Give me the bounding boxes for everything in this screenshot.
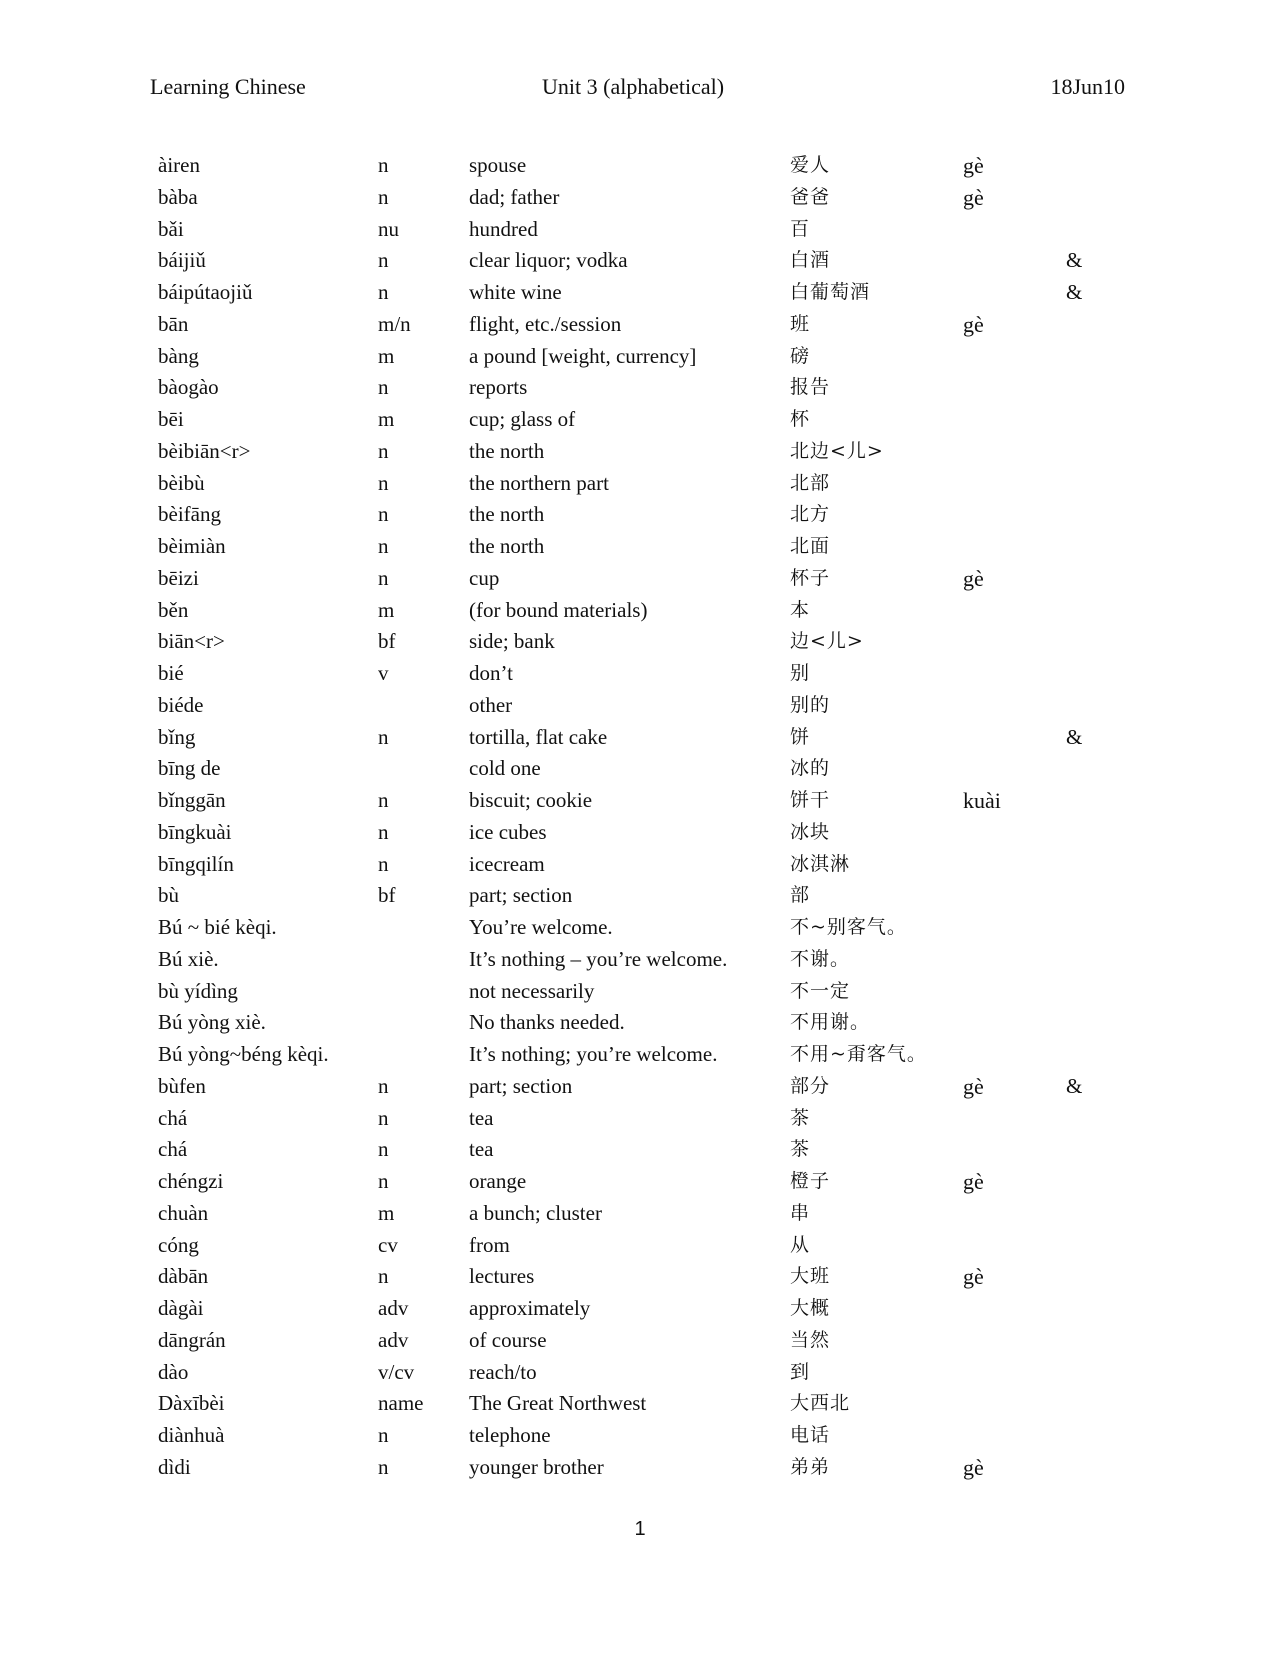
entry-hanzi: 冰的 xyxy=(790,757,831,780)
entry-pinyin: chá xyxy=(158,1137,188,1162)
entry-english: flight, etc./session xyxy=(469,311,622,336)
entry-hanzi: 百 xyxy=(790,217,811,240)
entry-english: part; section xyxy=(469,883,573,908)
entry-part-of-speech: m xyxy=(378,597,395,622)
entry-english: not necessarily xyxy=(469,978,595,1003)
entry-part-of-speech: bf xyxy=(378,629,396,654)
entry-pinyin: Dàxībèi xyxy=(158,1391,225,1416)
entry-pinyin: bīngkuài xyxy=(158,819,232,844)
entry-english: clear liquor; vodka xyxy=(469,248,628,273)
vocabulary-list xyxy=(158,150,1118,1484)
entry-english: part; section xyxy=(469,1073,573,1098)
entry-english: No thanks needed. xyxy=(469,1010,625,1035)
entry-hanzi: 不~别客气。 xyxy=(790,916,907,938)
vocab-row xyxy=(158,436,1118,468)
entry-pinyin: biéde xyxy=(158,692,204,717)
entry-part-of-speech: n xyxy=(378,1105,389,1130)
entry-part-of-speech: v/cv xyxy=(378,1359,415,1384)
entry-hanzi: 边<儿> xyxy=(790,630,864,653)
entry-english: younger brother xyxy=(469,1454,604,1479)
vocab-row xyxy=(158,658,1118,690)
vocab-row xyxy=(158,1452,1118,1484)
entry-measure-word: gè xyxy=(963,1169,984,1194)
entry-part-of-speech: n xyxy=(378,1423,389,1447)
entry-english: ice cubes xyxy=(469,819,547,844)
entry-english: dad; father xyxy=(469,184,560,209)
entry-measure-word: gè xyxy=(963,1454,984,1480)
entry-part-of-speech: n xyxy=(378,1073,389,1098)
entry-hanzi: 大概 xyxy=(790,1297,831,1319)
vocab-row xyxy=(158,1039,1118,1071)
entry-english: tortilla, flat cake xyxy=(469,724,608,749)
entry-hanzi: 别的 xyxy=(790,693,831,716)
entry-pinyin: bǐnggān xyxy=(158,788,226,812)
entry-hanzi: 不用谢。 xyxy=(790,1011,871,1034)
vocab-row xyxy=(158,404,1118,436)
entry-english: tea xyxy=(469,1137,494,1162)
vocab-row xyxy=(158,753,1118,785)
entry-pinyin: dàgài xyxy=(158,1296,204,1320)
entry-part-of-speech: m xyxy=(378,407,395,431)
document-date: 18Jun10 xyxy=(1050,74,1125,99)
entry-part-of-speech: bf xyxy=(378,883,396,908)
vocab-row xyxy=(158,1134,1118,1166)
vocab-row xyxy=(158,880,1118,912)
entry-english: spouse xyxy=(469,153,527,177)
entry-pinyin: bǐng xyxy=(158,724,196,749)
entry-part-of-speech: m xyxy=(378,1200,395,1225)
entry-pinyin: bēizi xyxy=(158,565,199,590)
entry-part-of-speech: m/n xyxy=(378,311,411,336)
entry-english: from xyxy=(469,1232,510,1257)
entry-part-of-speech: n xyxy=(378,565,389,590)
vocab-row xyxy=(158,1103,1118,1135)
vocab-row xyxy=(158,626,1118,658)
entry-part-of-speech: n xyxy=(378,184,389,209)
entry-pinyin: biān<r> xyxy=(158,629,225,654)
entry-pinyin: bīngqilín xyxy=(158,851,234,876)
vocab-row xyxy=(158,785,1118,817)
entry-hanzi: 从 xyxy=(790,1233,811,1256)
entry-english: orange xyxy=(469,1169,527,1193)
entry-hanzi: 大班 xyxy=(790,1265,831,1288)
entry-pinyin: Bú yòng~béng kèqi. xyxy=(158,1042,329,1066)
entry-hanzi: 别 xyxy=(790,662,811,684)
vocab-row xyxy=(158,1388,1118,1420)
entry-english: biscuit; cookie xyxy=(469,788,593,812)
entry-part-of-speech: nu xyxy=(378,216,399,241)
entry-part-of-speech: n xyxy=(378,788,389,812)
entry-part-of-speech: n xyxy=(378,438,389,463)
vocab-row xyxy=(158,150,1118,182)
entry-measure-word: gè xyxy=(963,184,984,210)
page-header xyxy=(150,74,1125,104)
vocab-row xyxy=(158,372,1118,404)
entry-part-of-speech: n xyxy=(378,724,389,749)
vocab-row xyxy=(158,1357,1118,1389)
entry-pinyin: bīng de xyxy=(158,756,221,781)
vocab-row xyxy=(158,912,1118,944)
entry-hanzi: 部 xyxy=(790,884,811,907)
entry-hanzi: 班 xyxy=(790,312,811,335)
entry-english: (for bound materials) xyxy=(469,597,648,622)
entry-english: tea xyxy=(469,1105,494,1130)
vocab-row xyxy=(158,499,1118,531)
entry-pinyin: Bú ~ bié kèqi. xyxy=(158,915,277,939)
entry-english: the north xyxy=(469,502,545,527)
entry-pinyin: chá xyxy=(158,1105,188,1130)
entry-hanzi: 饼干 xyxy=(790,789,831,811)
entry-hanzi: 弟弟 xyxy=(790,1455,831,1478)
vocab-row xyxy=(158,944,1118,976)
vocab-row xyxy=(158,309,1118,341)
entry-part-of-speech: name xyxy=(378,1391,424,1416)
entry-english: You’re welcome. xyxy=(469,915,613,939)
entry-part-of-speech: n xyxy=(378,470,389,495)
entry-pinyin: chuàn xyxy=(158,1200,209,1225)
vocab-row xyxy=(158,563,1118,595)
entry-hanzi: 橙子 xyxy=(790,1170,831,1192)
entry-measure-word: gè xyxy=(963,311,984,337)
entry-english: icecream xyxy=(469,851,545,876)
entry-pinyin: báipútaojiǔ xyxy=(158,280,253,304)
entry-hanzi: 北部 xyxy=(790,471,831,494)
entry-hanzi: 杯 xyxy=(790,408,811,430)
entry-hanzi: 大西北 xyxy=(790,1392,851,1415)
entry-measure-word: gè xyxy=(963,565,984,591)
vocab-row xyxy=(158,277,1118,309)
entry-pinyin: bù yídìng xyxy=(158,978,238,1003)
entry-hanzi: 磅 xyxy=(790,344,811,367)
vocab-row xyxy=(158,976,1118,1008)
vocab-row xyxy=(158,1230,1118,1262)
entry-pinyin: bèibiān<r> xyxy=(158,438,251,463)
entry-hanzi: 茶 xyxy=(790,1106,811,1129)
unit-title: Unit 3 (alphabetical) xyxy=(542,74,725,99)
entry-part-of-speech: n xyxy=(378,851,389,876)
entry-part-of-speech: m xyxy=(378,343,395,368)
entry-pinyin: dàbān xyxy=(158,1264,209,1289)
entry-pinyin: diànhuà xyxy=(158,1423,225,1447)
vocab-row xyxy=(158,1261,1118,1293)
vocab-row xyxy=(158,1293,1118,1325)
entry-hanzi: 爱人 xyxy=(790,154,831,176)
entry-hanzi: 冰块 xyxy=(790,820,831,843)
entry-english: cold one xyxy=(469,756,541,781)
entry-pinyin: bù xyxy=(158,883,179,908)
vocab-row xyxy=(158,722,1118,754)
entry-measure-word: gè xyxy=(963,153,984,178)
entry-measure-word: kuài xyxy=(963,788,1001,813)
entry-english: the north xyxy=(469,534,545,558)
entry-hanzi: 本 xyxy=(790,598,811,621)
entry-part-of-speech: n xyxy=(378,1137,389,1162)
entry-english: cup xyxy=(469,565,500,590)
entry-hanzi: 北面 xyxy=(790,535,831,557)
page-number: 1 xyxy=(634,1518,646,1540)
entry-pinyin: chéngzi xyxy=(158,1169,224,1193)
entry-hanzi: 当然 xyxy=(790,1328,831,1351)
entry-part-of-speech: n xyxy=(378,534,389,558)
entry-pinyin: àiren xyxy=(158,153,200,177)
entry-hanzi: 部分 xyxy=(790,1074,831,1097)
entry-part-of-speech: n xyxy=(378,153,389,177)
entry-flag: & xyxy=(1066,1073,1083,1098)
vocab-row xyxy=(158,595,1118,627)
vocab-row xyxy=(158,341,1118,373)
entry-part-of-speech: adv xyxy=(378,1296,409,1320)
entry-pinyin: dìdi xyxy=(158,1454,191,1479)
entry-part-of-speech: n xyxy=(378,1264,389,1289)
entry-hanzi: 白葡萄酒 xyxy=(790,281,871,303)
entry-pinyin: bàba xyxy=(158,184,198,209)
entry-english: reports xyxy=(469,375,528,400)
entry-english: a pound [weight, currency] xyxy=(469,343,697,368)
entry-english: The Great Northwest xyxy=(469,1391,647,1416)
entry-english: It’s nothing; you’re welcome. xyxy=(469,1042,718,1066)
entry-english: approximately xyxy=(469,1296,591,1320)
entry-english: side; bank xyxy=(469,629,555,654)
entry-flag: & xyxy=(1066,248,1083,273)
entry-pinyin: dāngrán xyxy=(158,1327,226,1352)
entry-measure-word: gè xyxy=(963,1073,984,1099)
vocab-row xyxy=(158,1198,1118,1230)
entry-hanzi: 爸爸 xyxy=(790,185,831,208)
entry-pinyin: báijiǔ xyxy=(158,248,206,273)
entry-part-of-speech: n xyxy=(378,1169,389,1193)
entry-english: the north xyxy=(469,438,545,463)
vocab-row xyxy=(158,531,1118,563)
entry-english: the northern part xyxy=(469,470,609,495)
entry-hanzi: 北边<儿> xyxy=(790,439,884,462)
entry-hanzi: 报告 xyxy=(790,376,831,399)
entry-part-of-speech: v xyxy=(378,661,389,685)
entry-pinyin: bàng xyxy=(158,343,199,368)
entry-part-of-speech: adv xyxy=(378,1327,409,1352)
entry-hanzi: 白酒 xyxy=(790,249,831,272)
vocab-row xyxy=(158,690,1118,722)
vocab-row xyxy=(158,1325,1118,1357)
entry-part-of-speech: n xyxy=(378,502,389,527)
entry-hanzi: 饼 xyxy=(790,725,811,748)
entry-english: white wine xyxy=(469,280,562,304)
entry-english: hundred xyxy=(469,216,538,241)
entry-hanzi: 北方 xyxy=(790,503,831,526)
entry-pinyin: Bú xiè. xyxy=(158,946,219,971)
entry-hanzi: 不谢。 xyxy=(790,947,851,970)
entry-pinyin: běn xyxy=(158,597,189,622)
vocab-row xyxy=(158,468,1118,500)
entry-hanzi: 到 xyxy=(790,1360,811,1383)
entry-english: telephone xyxy=(469,1423,551,1447)
entry-hanzi: 不用~甭客气。 xyxy=(790,1043,927,1065)
entry-pinyin: bàogào xyxy=(158,375,219,400)
entry-english: cup; glass of xyxy=(469,407,576,431)
entry-part-of-speech: n xyxy=(378,1454,389,1479)
entry-pinyin: cóng xyxy=(158,1232,199,1257)
document-title: Learning Chinese xyxy=(150,74,306,99)
entry-pinyin: bān xyxy=(158,311,189,336)
entry-pinyin: bùfen xyxy=(158,1073,206,1098)
vocab-row xyxy=(158,245,1118,277)
entry-part-of-speech: n xyxy=(378,375,389,400)
entry-part-of-speech: n xyxy=(378,819,389,844)
vocab-row xyxy=(158,1071,1118,1103)
entry-part-of-speech: n xyxy=(378,280,389,304)
vocab-row xyxy=(158,1420,1118,1452)
entry-hanzi: 串 xyxy=(790,1201,811,1224)
entry-english: reach/to xyxy=(469,1359,537,1384)
entry-english: It’s nothing – you’re welcome. xyxy=(469,946,728,971)
entry-pinyin: bèibù xyxy=(158,470,205,495)
entry-english: of course xyxy=(469,1327,547,1352)
entry-pinyin: dào xyxy=(158,1359,189,1384)
vocab-row xyxy=(158,849,1118,881)
vocab-row xyxy=(158,1007,1118,1039)
entry-part-of-speech: cv xyxy=(378,1232,398,1257)
entry-pinyin: bēi xyxy=(158,407,184,431)
entry-flag: & xyxy=(1066,280,1083,304)
entry-hanzi: 冰淇淋 xyxy=(790,852,851,875)
entry-measure-word: gè xyxy=(963,1264,984,1290)
vocab-row xyxy=(158,1166,1118,1198)
vocab-row xyxy=(158,182,1118,214)
entry-pinyin: bié xyxy=(158,661,184,685)
entry-pinyin: Bú yòng xiè. xyxy=(158,1010,266,1035)
entry-pinyin: bèimiàn xyxy=(158,534,226,558)
entry-hanzi: 杯子 xyxy=(790,566,831,589)
vocab-row xyxy=(158,214,1118,246)
entry-english: don’t xyxy=(469,661,513,685)
entry-hanzi: 茶 xyxy=(790,1138,811,1161)
entry-part-of-speech: n xyxy=(378,248,389,273)
entry-pinyin: bèifāng xyxy=(158,502,221,527)
entry-pinyin: bǎi xyxy=(158,216,184,241)
entry-hanzi: 不一定 xyxy=(790,979,851,1002)
entry-english: other xyxy=(469,692,513,717)
vocab-row xyxy=(158,817,1118,849)
entry-english: lectures xyxy=(469,1264,535,1289)
entry-english: a bunch; cluster xyxy=(469,1200,602,1225)
entry-flag: & xyxy=(1066,724,1083,749)
entry-hanzi: 电话 xyxy=(790,1424,831,1446)
